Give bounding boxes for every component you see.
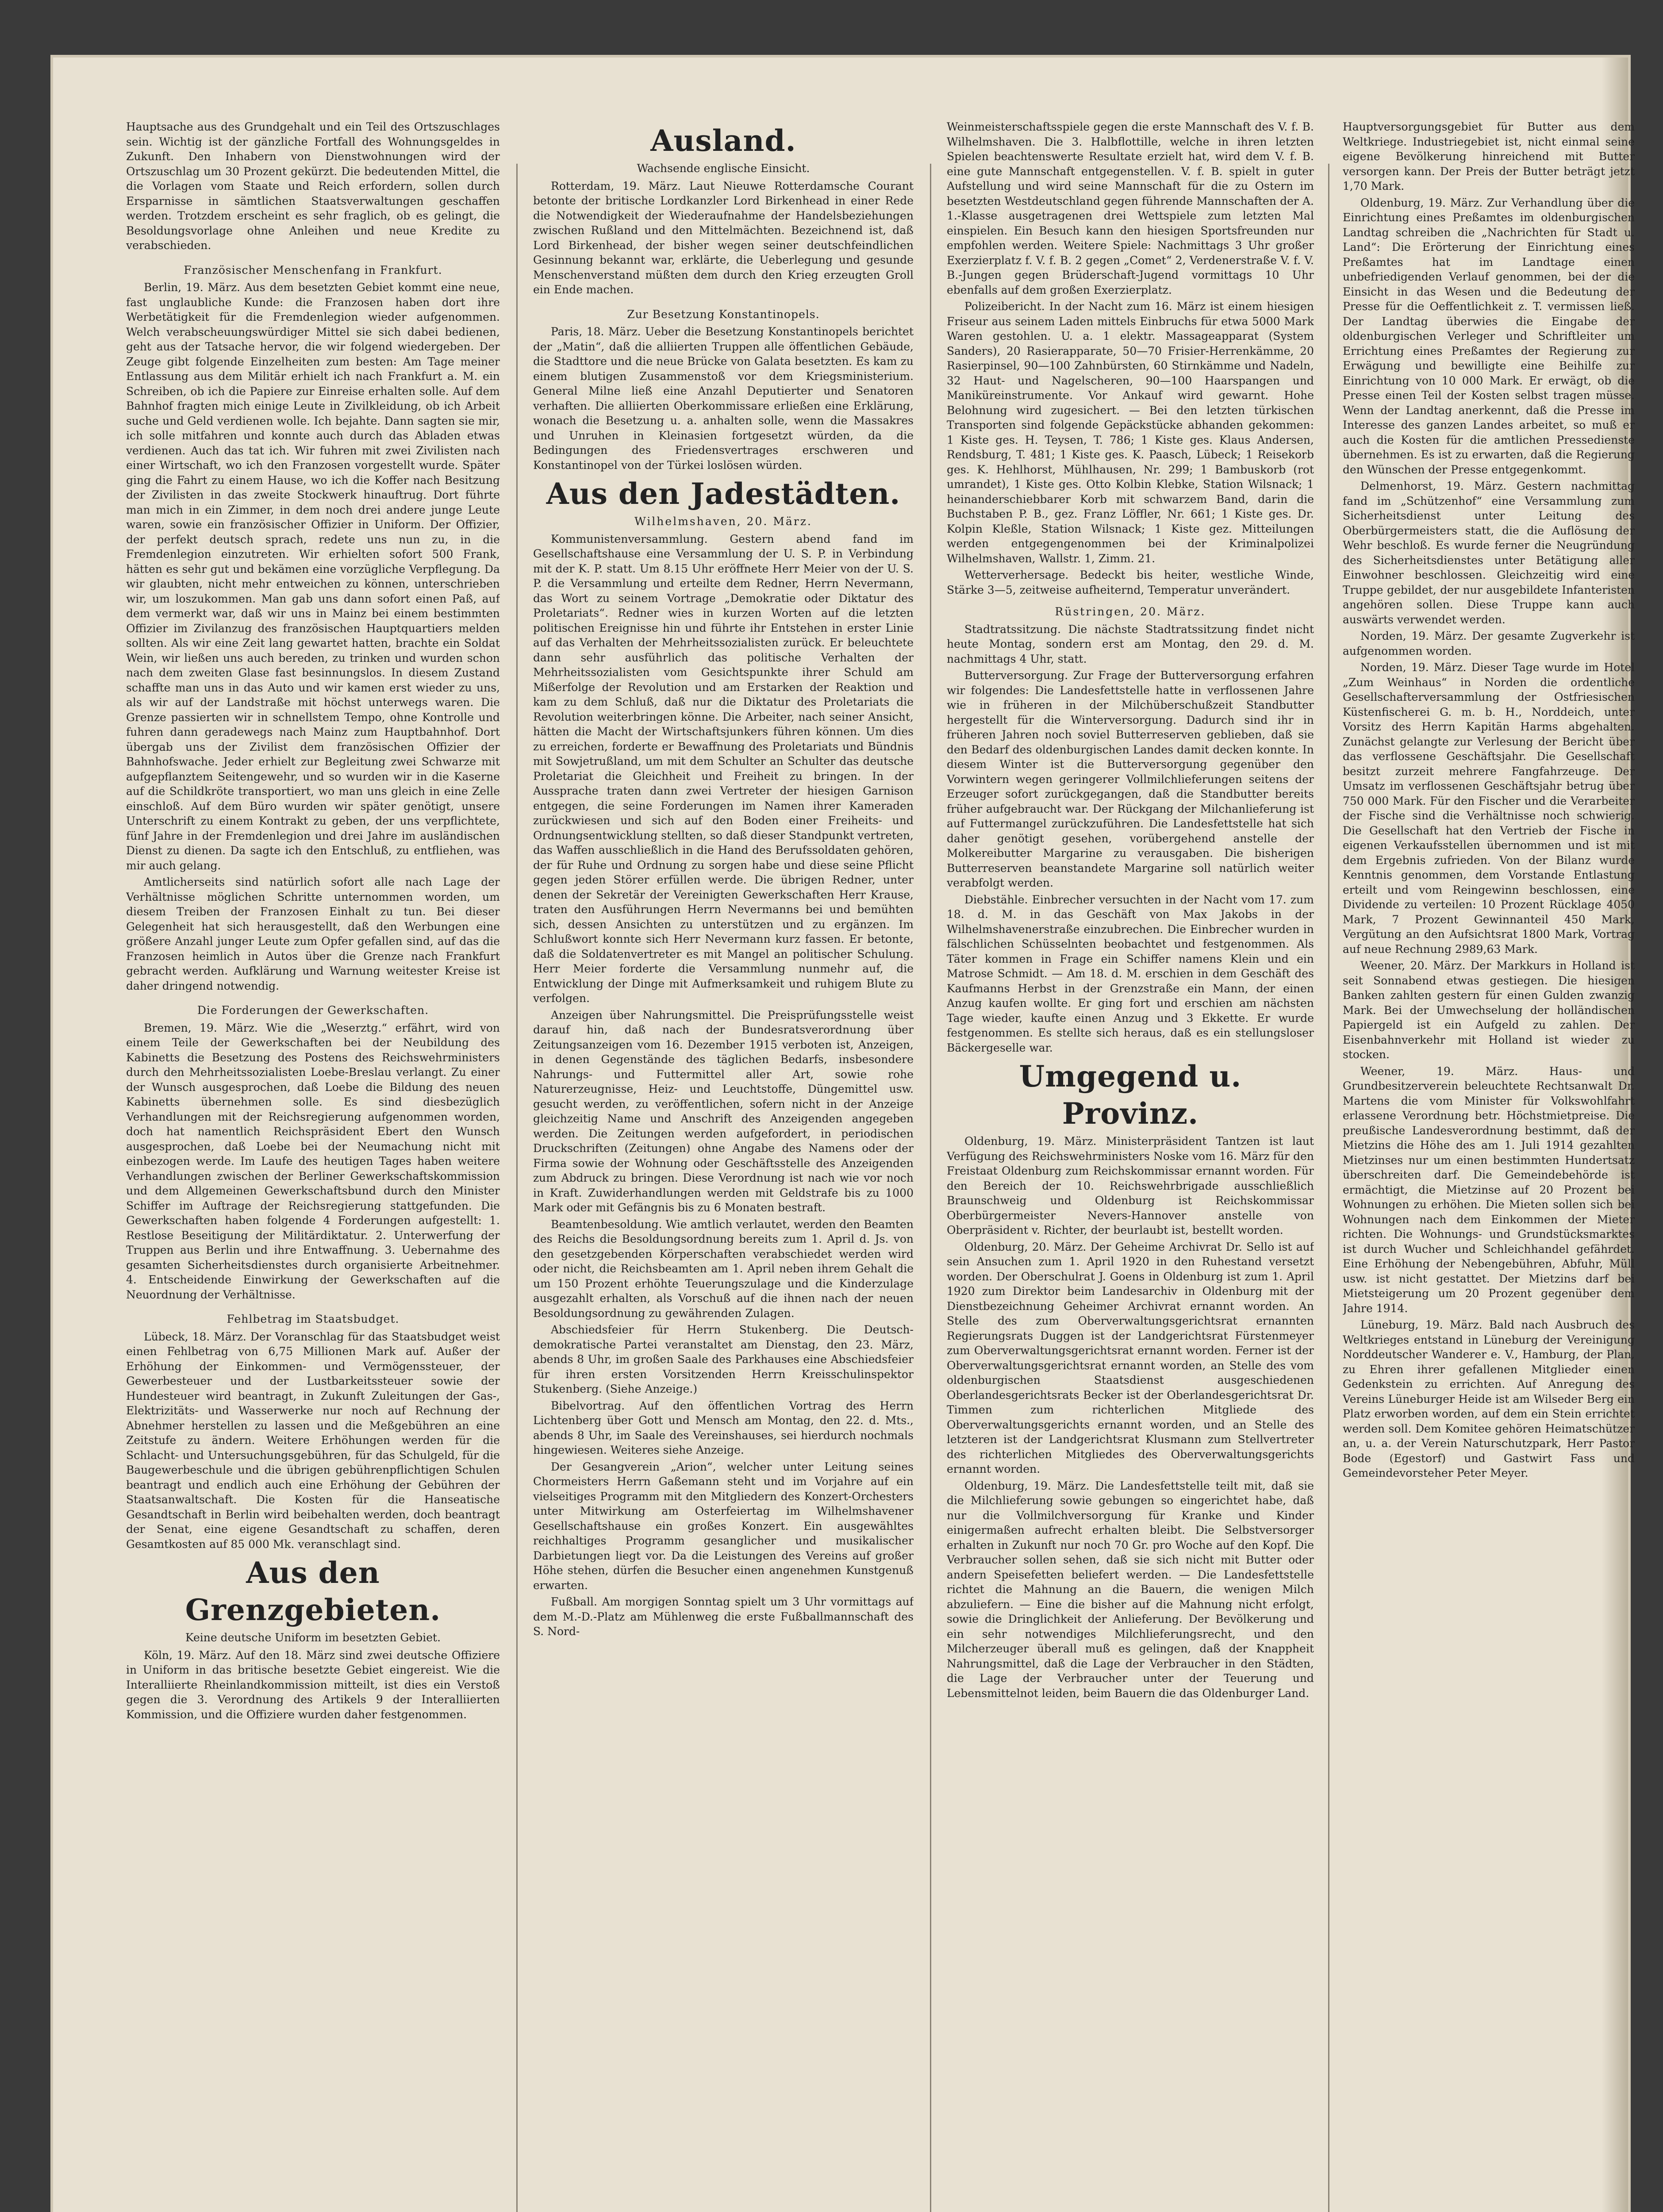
article-text: Weener, 20. März. Der Markkurs in Holland ist seit Sonnabend etwas gestiegen. Die hiesigen Banken zahlten gestern für einen Gulden zwanzig Mark. Bei der Umwechselung der holländischen Papiergeld ist ein Aufgeld zu zahlen. Der Eisenbahnverkehr mit Holland ist wieder zu stocken.: [1343, 959, 1635, 1061]
article-text: Paris, 18. März. Ueber die Besetzung Konstantinopels berichtet der „Matin“, daß die alliierten Truppen alle öffentlichen Gebäude, die Stadttore und die neue Brücke von Galata besetzten. Es kam zu einem blutigen Zusammenstoß vor dem Kriegsministerium. General Milne ließ eine Anzahl Deputierter und Senatoren verhaften. Die alliierten Oberkommissare erließen eine Erklärung, wonach die Besetzung u. a. anhalten solle, wenn die Massakres und Unruhen in Kleinasien fortgesetzt würden, da die Bedingungen des Friedensvertrages erschweren und Konstantinopel von der Türkei loslösen würden.: [533, 325, 914, 472]
article-text: Delmenhorst, 19. März. Gestern nachmittag fand im „Schützenhof“ eine Versammlung zum Sicherheitsdienst unter Leitung des Oberbürgermeisters statt, die die Auflösung der Wehr beschloß. Es wurde ferner die Neugründung des Sicherheitsdienstes unter Betätigung aller Einwohner beschlossen. Gleichzeitig wird eine Truppe gebildet, der nur ausgebildete Infanteristen angehören sollen. Diese Truppe kann auch auswärts verwendet werden.: [1343, 480, 1635, 626]
article-text: Butterversorgung. Zur Frage der Butterversorgung erfahren wir folgendes: Die Landesfettstelle hatte in verflossenen Jahre wie in früheren in der Milchüberschußzeit Standbutter hergestellt für die Winterversorgung. Dadurch sind ihr in früheren Jahren noch soviel Butterreserven geblieben, daß sie den Bedarf des oldenburgischen Landes damit decken konnte. In diesem Winter ist die Butterversorgung gegenüber den Vorwintern wegen geringerer Vollmilchlieferungen seitens der Erzeuger sofort zurückgegangen, daß die Standbutter bereits früher aufgebraucht war. Der Rückgang der Milchanlieferung ist auf Futtermangel zurückzuführen. Die Landesfettstelle hat sich daher genötigt gesehen, vorübergehend anstelle der Molkereibutter Margarine zu verausgaben. Die bisherigen Butterreserven beanstandete Margarine soll natürlich weiter verabfolgt werden.: [947, 669, 1314, 889]
article-text: Berlin, 19. März. Aus dem besetzten Gebiet kommt eine neue, fast unglaubliche Kunde: die Franzosen haben dort ihre Werbetätigkeit für die Fremdenlegion wieder aufgenommen. Welch verabscheuungswürdiger Mittel sie sich dabei bedienen, geht aus der Tatsache hervor, die wir folgend wiedergeben. Der Zeuge gibt folgende Einzelheiten zum besten: Am Tage meiner Entlassung aus dem Militär erhielt ich nach Frankfurt a. M. ein Schreiben, ob ich die Papiere zur Einreise erhalten solle. Auf dem Bahnhof fragten mich einige Leute in Zivilkleidung, ob ich Arbeit suche und Geld verdienen wolle. Ich bejahte. Dann sagten sie mir, ich solle mitfahren und konnte auch durch das Abladen etwas verdienen. Auch das tat ich. Wir fuhren mit zwei Zivilisten nach einer Wirtschaft, wo ich den Franzosen vorgestellt wurde. Später ging die Fahrt zu einem Hause, wo ich die Koffer nach Besitzung der Zivilisten in das zweite Stockwerk hinauftrug. Dort führte man mich in ein Zimmer, in dem noch drei andere junge Leute waren, sowie ein französischer Offizier in Uniform. Der Offizier, der perfekt deutsch sprach, redete uns nun zu, in die Fremdenlegion einzutreten. Wir erhielten sofort 500 Frank, hätten es sehr gut und bekämen eine vorzügliche Verpflegung. Da wir glaubten, nicht mehr entweichen zu können, unterschrieben wir, um loszukommen. Man gab uns dann sofort einen Paß, auf dem vermerkt war, daß wir uns in Mainz bei einem bestimmten Offizier im Zivilanzug des französischen Hauptquartiers melden sollten. Als wir eine Zeit lang gewartet hatten, brachte ein Soldat Wein, wir ließen uns auch bereden, zu trinken und wurden schon nach dem zweiten Glase fast besinnungslos. In diesem Zustand schaffte man uns in das Auto und wir kamen erst wieder zu uns, als wir auf der Landstraße mit höchst unterwegs waren. Die Grenze passierten wir in schnellstem Tempo, ohne Kontrolle und fuhren dann geradewegs nach Mainz zum Hauptbahnhof. Dort übergab uns der Zivilist dem französischen Offizier der Bahnhofswache. Jeder erhielt zur Begleitung zwei Schwarze mit aufgepflanztem Seitengewehr, und so wurden wir in die Kaserne auf die Schildkröte transportiert, wo man uns gleich in eine Zelle einschloß. Auf dem Büro wurden wir später genötigt, unsere Unterschrift zu einem Kontrakt zu geben, der uns verpflichtete, fünf Jahre in der Fremdenlegion und drei Jahre im ausländischen Dienst zu dienen. Da sagte ich den Entschluß, zu entfliehen, was mir auch gelang.: [126, 281, 500, 872]
article-text: Polizeibericht. In der Nacht zum 16. März ist einem hiesigen Friseur aus seinem Laden mittels Einbruchs für etwa 5000 Mark Waren gestohlen. U. a. 1 elektr. Massageapparat (System Sanders), 20 Rasierapparate, 50—70 Frisier-Herrenkämme, 20 Rasierpinsel, 90—100 Zahnbürsten, 60 Stirnkämme und Nadeln, 32 Haut- und Nagelscheren, 90—100 Haarspangen und Maniküreinstrumente. Vor Ankauf wird gewarnt. Hohe Belohnung wird zugesichert. — Bei den letzten türkischen Transporten sind folgende Gepäckstücke abhanden gekommen: 1 Kiste ges. H. Teysen, T. 786; 1 Kiste ges. Klaus Andersen, Rendsburg, T. 481; 1 Kiste ges. K. Paasch, Lübeck; 1 Reisekorb ges. K. Hehlhorst, Mühlhausen, Nr. 299; 1 Bambuskorb (rot umrandet), 1 Kiste ges. Otto Kolbin Klebke, Station Wilsnack; 1 heinanderschiebbarer Korb mit schwarzem Band, darin die Buchstaben P. B., gez. Franz Löffler, Nr. 661; 1 Kiste ges. Dr. Kolpin Kleßle, Station Wilsnack; 1 Kiste gez. Mitteilungen werden entgegengenommen bei der Kriminalpolizei Wilhelmshaven, Wallstr. 1, Zimm. 21.: [947, 300, 1314, 565]
article-text: Anzeigen über Nahrungsmittel. Die Preisprüfungsstelle weist darauf hin, daß nach der Bundesratsverordnung über Zeitungsanzeigen vom 16. Dezember 1915 verboten ist, Anzeigen, in denen Gegenstände des täglichen Bedarfs, insbesondere Nahrungs- und Futtermittel aller Art, sowie rohe Naturerzeugnisse, Heiz- und Leuchtstoffe, Düngemittel usw. gesucht werden, zu veröffentlichen, sofern nicht in der Anzeige gleichzeitig Name und Anschrift des Anzeigenden angegeben werden. Die Zeitungen werden aufgefordert, in periodischen Druckschriften (Zeitungen) ohne Angabe des Namens oder der Firma sowie der Wohnung oder Geschäftsstelle des Anzeigenden zum Abdruck zu bringen. Diese Verordnung ist nach wie vor noch in Kraft. Zuwiderhandlungen werden mit Geldstrafe bis zu 1000 Mark oder mit Gefängnis bis zu 6 Monaten bestraft.: [533, 1008, 914, 1214]
column-1: [126, 119, 500, 2212]
article-text: Oldenburg, 19. März. Die Landesfettstelle teilt mit, daß sie die Milchlieferung sowie gebungen so eingerichtet habe, daß nur die Vollmilchversorgung für Kranke und Kinder einigermaßen aufrecht erhalten bleibt. Die Selbstversorger erhalten in Zukunft nur noch 70 Gr. pro Woche auf den Kopf. Die Verbraucher sollen sehen, daß sie sich nicht mit Butter oder andern Speisefetten beliefert werden. — Die Landesfettstelle richtet die Mahnung an die Bauern, die wenigen Milch abzuliefern. — Eine die bisher auf die Mahnung nicht erfolgt, sowie die Dringlichkeit der Anlieferung. Der Bevölkerung und ein sehr notwendiges Milchlieferungsrecht, und den Milcherzeuger überall muß es gelingen, daß der Knappheit Nahrungsmittel, daß die Lage der Verbraucher in den Städten, die Lage der Verbraucher unter der Teuerung und Lebensmittelnot leiden, beim Bauern die das Oldenburger Land.: [947, 1479, 1314, 1700]
article-text: Wetterverhersage. Bedeckt bis heiter, westliche Winde, Stärke 3—5, zeitweise aufheiternd, Temperatur unverändert.: [947, 568, 1314, 596]
article-text: Bremen, 19. März. Wie die „Weserztg.“ erfährt, wird von einem Teile der Gewerkschaften bei der Neubildung des Kabinetts die Besetzung des Postens des Reichswehrministers durch den Mehrheitssozialisten Loebe-Breslau verlangt. Zu einer der Wunsch ausgesprochen, daß Loebe die Bildung des neuen Kabinetts übernehmen solle. Es sind diesbezüglich Verhandlungen mit der Reichsregierung aufgenommen worden, doch hat namentlich Reichspräsident Ebert den Wunsch ausgesprochen, daß Loebe bei der Neumachung nicht mit einbezogen werde. Im Laufe des heutigen Tages haben weitere Verhandlungen zwischen der Berliner Gewerkschaftskommission und dem Allgemeinen Gewerkschaftsbund durch den Minister Schiffer im Auftrage der Reichsregierung stattgefunden. Die Gewerkschaften haben folgende 4 Forderungen aufgestellt: 1. Restlose Beseitigung der Militärdiktatur. 2. Unterwerfung der Truppen aus Berlin und ihre Entwaffnung. 3. Uebernahme des gesamten Sicherheitsdienstes durch organisierte Arbeitnehmer. 4. Entscheidende Einwirkung der Gewerkschaften auf die Neuordnung der Verhältnisse.: [126, 1021, 500, 1301]
newspaper-page: [53, 58, 1635, 2212]
article-headline: Wachsende englische Einsicht.: [637, 162, 810, 175]
article-text: Norden, 19. März. Der gesamte Zugverkehr ist aufgenommen worden.: [1343, 630, 1635, 657]
article-text: Oldenburg, 19. März. Zur Verhandlung über die Einrichtung eines Preßamtes im oldenburgischen Landtag schreiben die „Nachrichten für Stadt u. Land“: Die Erörterung der Einrichtung eines Preßamtes hat im Landtage einen unbefriedigenden Verlauf genommen, bei der die Einsicht in das Wesen und die Bedeutung der Presse für die Oeffentlichkeit z. T. vermissen ließ. Der Landtag überwies die Eingabe der oldenburgischen Verleger und Schriftleiter um Errichtung eines Preßamtes der Regierung zur Erwägung und bewilligte eine Beihilfe zur Einrichtung von 10 000 Mark. Er erwägt, ob die Presse einen Teil der Kosten selbst tragen müsse. Wenn der Landtag anerkennt, daß die Presse im Interesse des ganzen Landes arbeitet, so muß er auch die Kosten für die amtlichen Pressedienste übernehmen. Es ist zu erwarten, daß die Regierung den Wünschen der Presse entgegenkommt.: [1343, 196, 1635, 476]
article-text: Lüneburg, 19. März. Bald nach Ausbruch des Weltkrieges entstand in Lüneburg der Vereinigung Norddeutscher Wanderer e. V., Hamburg, der Plan, zu Ehren ihrer gefallenen Mitglieder einen Gedenkstein zu errichten. Auf Anregung des Vereins Lüneburger Heide ist am Wilseder Berg ein Platz erworben worden, auf dem ein Stein errichtet werden soll. Dem Komitee gehören Heimatschützer an, u. a. der Verein Naturschutzpark, Herr Pastor Bode (Egestorf) und Gastwirt Fass und Gemeindevorsteher Peter Meyer.: [1343, 1318, 1635, 1479]
article-text: Norden, 19. März. Dieser Tage wurde im Hotel „Zum Weinhaus“ in Norden die ordentliche Gesellschafterversammlung der Ostfriesischen Küstenfischerei G. m. b. H., Norddeich, unter Vorsitz des Herrn Kapitän Harms abgehalten. Zunächst gelangte zur Verlesung der Bericht über das verflossene Geschäftsjahr. Die Gesellschaft besitzt zurzeit mehrere Fangfahrzeuge. Der Umsatz im verflossenen Geschäftsjahr betrug über 750 000 Mark. Für den Fischer und die Verarbeiter der Fische sind die Verhältnisse noch schwierig. Die Gesellschaft hat den Vertrieb der Fische in eigenen Verkaufsstellen übernommen und ist mit dem Ergebnis zufrieden. Von der Bilanz wurde Kenntnis genommen, dem Vorstande Entlastung erteilt und vom Reingewinn beschlossen, eine Dividende zu verteilen: 10 Prozent Rücklage 4050 Mark, 7 Prozent Gewinnanteil 450 Mark, Vergütung an den Aufsichtsrat 1800 Mark, Vortrag auf neue Rechnung 2989,63 Mark.: [1343, 661, 1635, 956]
article-text: Hauptversorgungsgebiet für Butter aus dem Weltkriege. Industriegebiet ist, nicht einmal seine eigene Bevölkerung hinreichend mit Butter versorgen kann. Der Preis der Butter beträgt jetzt 1,70 Mark.: [1343, 120, 1635, 192]
column-rule: [516, 164, 518, 2212]
article-headline: Keine deutsche Uniform im besetzten Gebiet.: [185, 1631, 441, 1644]
article-text: Oldenburg, 19. März. Ministerpräsident Tantzen ist laut Verfügung des Reichswehrministers Noske vom 16. März für den Freistaat Oldenburg zum Reichskommissar ernannt worden. Für den Bereich der 10. Reichswehrbrigade ausschließlich Braunschweig und Oldenburg ist Reichskommissar Oberbürgermeister Nevers-Hannover anstelle von Oberpräsident v. Richter, der beurlaubt ist, bestellt worden.: [947, 1135, 1314, 1237]
article-headline: Die Forderungen der Gewerkschaften.: [197, 1004, 429, 1017]
article-text: Fußball. Am morgigen Sonntag spielt um 3 Uhr vormittags auf dem M.-D.-Platz am Mühlenweg die erste Fußballmannschaft des S. Nord-: [533, 1595, 914, 1638]
article-text: Beamtenbesoldung. Wie amtlich verlautet, werden den Beamten des Reichs die Besoldungsordnung bereits zum 1. April d. Js. von den gesetzgebenden Körperschaften verabschiedet werden wird oder nicht, die Reichsbeamten am 1. April neben ihrem Gehalt die um 150 Prozent erhöhte Teuerungszulage und die Kinderzulage ausgezahlt erhalten, als Vorschuß auf die ihnen nach der neuen Besoldungsordnung zu gewährenden Zulagen.: [533, 1217, 914, 1320]
article-text: Stadtratssitzung. Die nächste Stadtratssitzung findet nicht heute Montag, sondern erst am Montag, den 29. d. M. nachmittags 4 Uhr, statt.: [947, 622, 1314, 665]
section-title: Umgegend u. Provinz.: [1019, 1059, 1242, 1131]
article-text: Lübeck, 18. März. Der Voranschlag für das Staatsbudget weist einen Fehlbetrag von 6,75 Millionen Mark auf. Außer der Erhöhung der Einkommen- und Vermögenssteuer, der Gewerbesteuer und der Lustbarkeitssteuer sowie der Hundesteuer wird beantragt, in Zukunft Zuleitungen der Gas-, Elektrizitäts- und Wasserwerke nur noch auf Rechnung der Abnehmer herstellen zu lassen und die Meßgebühren an eine Zeitstufe zu ändern. Weitere Erhöhungen werden für die Schlacht- und Untersuchungsgebühren, für das Schulgeld, für die Baugewerbeschule und die übrigen gebührenpflichtigen Schulen beantragt und endlich auch eine Erhöhung der Gebühren der Staatsanwaltschaft. Die Kosten für die Hanseatische Gesandtschaft in Berlin wird beibehalten werden, doch beantragt der Senat, eine eigene Gesandtschaft zu schaffen, deren Gesamtkosten auf 85 000 Mk. veranschlagt sind.: [126, 1330, 500, 1551]
dateline: Rüstringen, 20. März.: [1055, 605, 1206, 618]
article-text: Diebstähle. Einbrecher versuchten in der Nacht vom 17. zum 18. d. M. in das Geschäft von Max Jakobs in der Wilhelmshavenerstraße einzubrechen. Die Einbrecher wurden in fälschlichen Schüsselnten beobachtet und festgenommen. Als Täter kommen in Frage ein Schiffer namens Klein und ein Matrose Schmidt. — Am 18. d. M. erschien in dem Geschäft des Kaufmanns Herbst in der Grenzstraße ein Mann, der einen Anzug kaufen wollte. Er ging fort und erschien am nächsten Tage wieder, kaufte einen Anzug und 3 Ekkette. Er wurde festgenommen. Es stellte sich heraus, daß es ein stellungsloser Bäckergeselle war.: [947, 893, 1314, 1054]
column-2: [533, 119, 914, 2212]
article-text: Rotterdam, 19. März. Laut Nieuwe Rotterdamsche Courant betonte der britische Lordkanzler Lord Birkenhead in einer Rede die Notwendigkeit der Wiederaufnahme der Handelsbeziehungen zwischen Rußland und den Mittelmächten. Bezeichnend ist, daß Lord Birkenhead, der bisher wegen seiner deutschfeindlichen Gesinnung bekannt war, erklärte, die Ueberlegung und gesunde Menschenverstand müßten dem durch den Krieg erzeugten Groll ein Ende machen.: [533, 179, 914, 296]
article-text: Kommunistenversammlung. Gestern abend fand im Gesellschaftshause eine Versammlung der U. S. P. in Verbindung mit der K. P. statt. Um 8.15 Uhr eröffnete Herr Meier von der U. S. P. die Versammlung und erteilte dem Redner, Herrn Nevermann, das Wort zu seinem Vortrage „Demokratie oder Diktatur des Proletariats“. Redner wies in kurzen Worten auf die letzten politischen Ereignisse hin und führte ihr Entstehen in erster Linie auf das Verhalten der Mehrheitssozialisten zurück. Er beleuchtete dann sehr ausführlich das politische Verhalten der Mehrheitssozialisten vom Gesichtspunkte ihrer Schuld am Mißerfolge der Revolution und am Erstarken der Reaktion und kam zu dem Schluß, daß nur die Diktatur des Proletariats die Revolution weiterbringen könne. Die Arbeiter, nach seiner Ansicht, hätten die Macht der Wirtschaftsjunkers führen können. Um dies zu erreichen, forderte er Bewaffnung des Proletariats und Bündnis mit Sowjetrußland, um mit dem Schulter an Schulter das deutsche Proletariat die Gleichheit und Freiheit zu bringen. In der Aussprache traten dann zwei Vertreter der hiesigen Garnison entgegen, die seine Forderungen im Namen ihrer Kameraden zurückwiesen und sich auf den Boden einer Freiheits- und Ordnungsentwicklung stellten, so daß dieser Standpunkt vertreten, das Waffen ausschließlich in die Hand des Berufssoldaten gehören, der für Ruhe und Ordnung zu sorgen habe und diese seine Pflicht gegen jeden Störer erfüllen werde. Die übrigen Redner, unter denen der Sekretär der Vereinigten Gewerkschaften Herr Krause, traten den Ausführungen Herrn Nevermanns bei und bemühten sich, dessen Ansichten zu unterstützen und zu ergänzen. Im Schlußwort konnte sich Herr Nevermann kurz fassen. Er betonte, daß die Soldatenvertreter es mit Mangel an politischer Schulung. Herr Meier forderte die Versammlung nunmehr auf, die Entwicklung der Dinge mit Aufmerksamkeit und ruhigem Blute zu verfolgen.: [533, 532, 914, 1005]
column-3: [947, 119, 1314, 2212]
article-text: Amtlicherseits sind natürlich sofort alle nach Lage der Verhältnisse möglichen Schritte unternommen worden, um diesem Treiben der Franzosen Einhalt zu tun. Bei dieser Gelegenheit hat sich herausgestellt, daß den Werbungen eine größere Anzahl junger Leute zum Opfer gefallen sind, auf das die Franzosen heimlich in Autos über die Grenze nach Frankfurt gebracht werden. Aufklärung und Warnung weitester Kreise ist daher dringend notwendig.: [126, 876, 500, 992]
article-text: Weener, 19. März. Haus- und Grundbesitzerverein beleuchtete Rechtsanwalt Dr. Martens die vom Minister für Volkswohlfahrt erlassene Verordnung betr. Höchstmietpreise. Die preußische Landesverordnung bestimmt, daß der Mietzins die Höhe des am 1. Juli 1914 gezahlten Mietzinses nur um einen bestimmten Hundertsatz überschreiten darf. Die Gemeindebehörde ist ermächtigt, die Mietzinse auf 20 Prozent bei Wohnungen zu erhöhen. Die Mieten sollen sich bei Wohnungen nach dem Einkommen der Mieter richten. Die Wohnungs- und Grundstücksmarktes ist durch Wucher und Schleichhandel gefährdet. Eine Erhöhung der Nebengebühren, Abfuhr, Müll usw. ist nicht gestattet. Der Mietzins darf bei Mietsteigerung um 20 Prozent gegenüber dem Jahre 1914.: [1343, 1064, 1635, 1315]
article-headline: Fehlbetrag im Staatsbudget.: [227, 1313, 399, 1325]
article-text: Oldenburg, 20. März. Der Geheime Archivrat Dr. Sello ist auf sein Ansuchen zum 1. April 1920 in den Ruhestand versetzt worden. Der Oberschulrat J. Goens in Oldenburg ist zum 1. April 1920 zum Direktor beim Landesarchiv in Oldenburg mit der Dienstbezeichnung Geheimer Archivrat ernannt worden. An Stelle des zum Oberverwaltungsgerichtsrat ernannten Regierungsrats Duggen ist der Landgerichtsrat Fürstenmeyer zum Oberverwaltungsgerichtsrat ernannt worden. Ferner ist der Oberverwaltungsgerichtsrat ernannt worden, an Stelle des vom oldenburgischen Staatsdienst ausgeschiedenen Oberlandesgerichtsrats Becker ist der Oberlandesgerichtsrat Dr. Timmen zum richterlichen Mitgliede des Oberverwaltungsgerichts ernannt worden, und an Stelle des letzteren ist der Landgerichtsrat Klusmann zum Stellvertreter des richterlichen Mitgliedes des Oberverwaltungsgerichts ernannt worden.: [947, 1240, 1314, 1475]
article-text: Bibelvortrag. Auf den öffentlichen Vortrag des Herrn Lichtenberg über Gott und Mensch am Montag, den 22. d. Mts., abends 8 Uhr, im Saale des Vereinshauses, sei hierdurch nochmals hingewiesen. Weiteres siehe Anzeige.: [533, 1399, 914, 1456]
section-title: Ausland.: [650, 123, 796, 158]
dateline: Wilhelmshaven, 20. März.: [634, 515, 812, 528]
column-4: [1343, 119, 1635, 2212]
article-text: Abschiedsfeier für Herrn Stukenberg. Die Deutsch-demokratische Partei veranstaltet am Dienstag, den 23. März, abends 8 Uhr, im großen Saale des Parkhauses eine Abschiedsfeier für ihren ersten Vorsitzenden Herrn Kreisschulinspektor Stukenberg. (Siehe Anzeige.): [533, 1323, 914, 1395]
section-title: Aus den Grenzgebieten.: [185, 1555, 441, 1627]
article-text: Hauptsache aus des Grundgehalt und ein Teil des Ortszuschlages sein. Wichtig ist der gänzliche Fortfall des Wohnungsgeldes in Zukunft. Den Inhabern von Dienstwohnungen wird der Ortszuschlag um 30 Prozent gekürzt. Die bedeutenden Mittel, die die Vorlagen vom Staate und Reich erfordern, sollen durch Ersparnisse in sämtlichen Staatsverwaltungen geschaffen werden. Trotzdem erscheint es sehr fraglich, ob es gelingt, die Besoldungsvorlage ohne Anleihen und neue Kredite zu verabschieden.: [126, 120, 500, 252]
column-rule: [1328, 164, 1329, 2212]
article-text: Der Gesangverein „Arion“, welcher unter Leitung seines Chormeisters Herrn Gaßemann steht und im Vorjahre auf ein vielseitiges Programm mit den Mitgliedern des Konzert-Orchesters unter Mitwirkung am Osterfeiertag im Wilhelmshavener Gesellschaftshause ein großes Konzert. Ein ausgewähltes reichhaltiges Programm gesanglicher und musikalischer Darbietungen liegt vor. Da die Leistungen des Vereins auf großer Höhe stehen, dürfen die Besucher einen angenehmen Kunstgenuß erwarten.: [533, 1460, 914, 1592]
column-rule: [930, 164, 931, 2212]
article-headline: Zur Besetzung Konstantinopels.: [627, 307, 820, 321]
article-text: Weinmeisterschaftsspiele gegen die erste Mannschaft des V. f. B. Wilhelmshaven. Die 3. Halbflottille, welche in ihren letzten Spielen beachtenswerte Resultate erzielt hat, wird dem V. f. B. eine gute Mannschaft entgegenstellen. V. f. B. spielt in guter Aufstellung und wird seine Mannschaft für die zu Ostern im besetzten Westdeutschland gegen führende Mannschaften der A. 1.-Klasse ausgetragenen drei Wettspiele zum letzten Mal einspielen. Ein Besuch kann den hiesigen Sportsfreunden nur empfohlen werden. Weitere Spiele: Nachmittags 3 Uhr großer Exerzierplatz f. V. f. B. 2 gegen „Comet“ 2, Verdenerstraße V. f. V. B.-Jungen gegen Brüderschaft-Jugend vormittags 10 Uhr ebenfalls auf dem großen Exerzierplatz.: [947, 120, 1314, 296]
article-text: Köln, 19. März. Auf den 18. März sind zwei deutsche Offiziere in Uniform in das britische besetzte Gebiet eingereist. Wie die Interalliierte Rheinlandkommission mitteilt, ist dies ein Verstoß gegen die 3. Verordnung des Artikels 9 der Interalliierten Kommission, und die Offiziere wurden daher festgenommen.: [126, 1648, 500, 1721]
section-title: Aus den Jadestädten.: [546, 476, 901, 511]
article-headline: Französischer Menschenfang in Frankfurt.: [184, 263, 442, 276]
